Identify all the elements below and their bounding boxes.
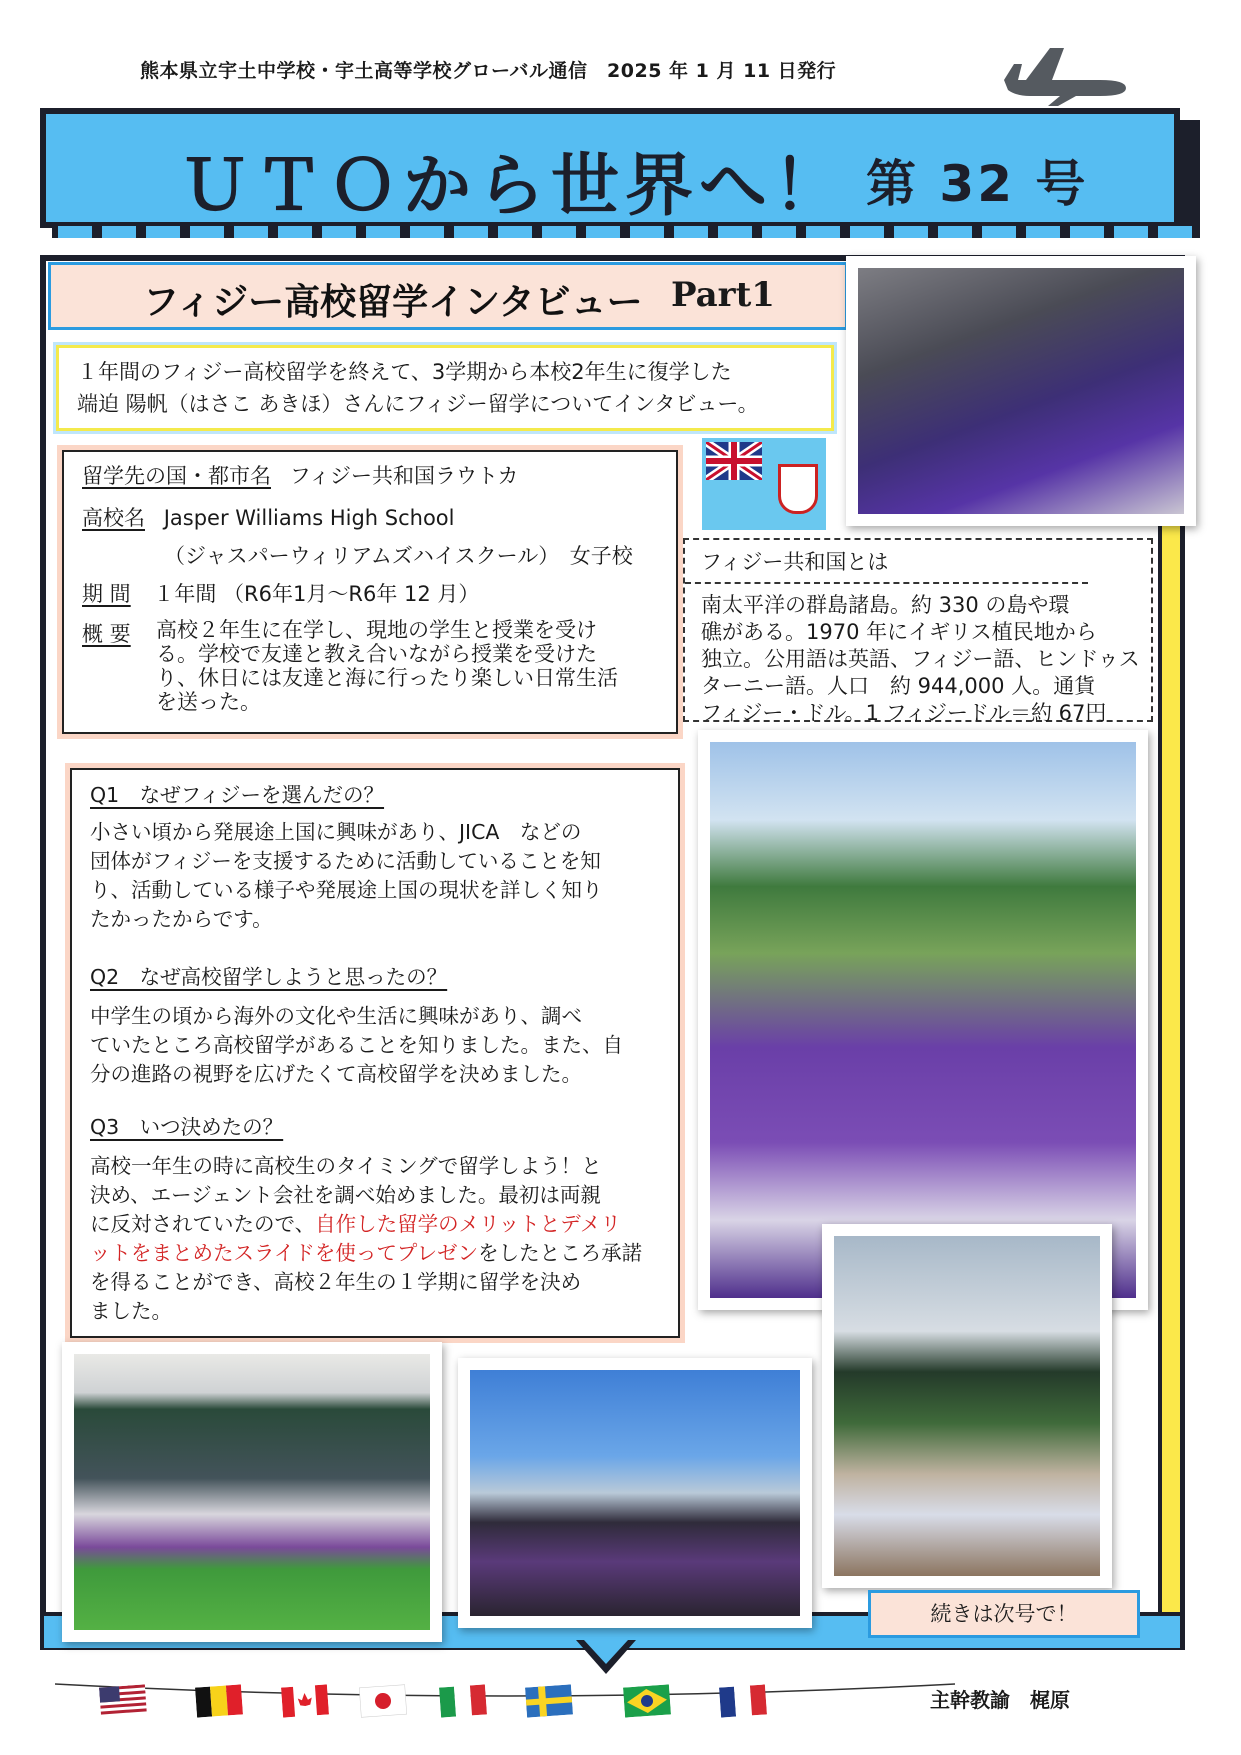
japan-flag-icon (359, 1684, 407, 1717)
answer-1: 小さい頃から発展途上国に興味があり、JICA などの 団体がフィジーを支援するために活動していることを知 り、活動している様子や発展途上国の現状を詳しく知り たかったからです。 (90, 820, 603, 931)
continue-note: 続きは次号で！ (868, 1590, 1140, 1638)
photo-group-schoolyard (698, 730, 1148, 1310)
newsletter-title: ＵＴＯから世界へ！ (181, 147, 848, 226)
period-label: 期 間 (82, 582, 131, 606)
fiji-shield-icon (778, 464, 818, 514)
profile-period-row (82, 578, 479, 608)
school-label: 高校名 (82, 506, 145, 530)
frame-right-strip (1158, 515, 1180, 1635)
country-label: 留学先の国・都市名 (82, 464, 271, 488)
intro-box (56, 345, 834, 431)
belgium-flag-icon (195, 1684, 243, 1717)
union-jack-icon (706, 442, 762, 480)
bunting-string (55, 1678, 955, 1718)
question-2: Q2 なぜ高校留学しようと思ったの？ (90, 965, 448, 989)
photo-beach-sunset (458, 1358, 812, 1628)
section-title: フィジー高校留学インタビュー (143, 282, 643, 323)
photo-selfie-friends (846, 256, 1196, 526)
airplane-icon (1000, 40, 1130, 106)
profile-country-row (82, 460, 518, 490)
question-3: Q3 いつ決めたの？ (90, 1115, 284, 1139)
intro-line: １年間のフィジー高校留学を終えて、3学期から本校2年生に復学した (77, 360, 732, 384)
profile-box (62, 450, 678, 734)
issue-number: 第 32 号 (866, 155, 1089, 213)
profile-school-row (82, 502, 455, 532)
photo-team-field (62, 1342, 442, 1642)
usa-flag-icon (99, 1684, 147, 1717)
publication-line: 熊本県立宇土中学校・宇土高等学校グローバル通信 2025 年 1 月 11 日発行 (140, 60, 837, 82)
italy-flag-icon (439, 1684, 487, 1717)
highlight-text: ットをまとめたスライドを使ってプレゼン (90, 1241, 479, 1265)
teacher-credit: 主幹教諭 梶原 (930, 1688, 1070, 1712)
school-kana: （ジャスパーウィリアムズハイスクール） 女子校 (164, 544, 633, 568)
section-title-box (48, 262, 848, 330)
highlight-text: 自作した留学のメリットとデメリ (315, 1212, 621, 1236)
answer-3: 高校一年生の時に高校生のタイミングで留学しよう！と 決め、エージェント会社を調べ始めました。最初は両親 に反対されていたので、自作した留学のメリットとデメリ ットをまとめたスライドを使ってプレゼンをしたところ承諾 を得ることができ、高校２年生の１学期に留学を決め ました。 (90, 1154, 643, 1323)
answer-2: 中学生の頃から海外の文化や生活に興味があり、調べ ていたところ高校留学があることを知りました。また、自 分の進路の視野を広げたくて高校留学を決めました。 (90, 1004, 623, 1086)
question-1: Q1 なぜフィジーを選んだの？ (90, 783, 385, 807)
summary-label: 概 要 (82, 622, 131, 646)
fiji-flag-icon (702, 438, 826, 530)
france-flag-icon (719, 1684, 767, 1717)
brazil-flag-icon (623, 1684, 671, 1717)
fiji-info-body: 南太平洋の群島諸島。約 330 の島や環 礁がある。1970 年にイギリス植民地から 独立。公用語は英語、フィジー語、ヒンドゥス ターニー語。人口 約 944,000 人。通貨 フィジー・ドル。1 フィジードル＝約 67円 (701, 593, 1140, 725)
banner-dash-border (58, 226, 1196, 238)
fiji-info-heading: フィジー共和国とは (701, 546, 888, 576)
sweden-flag-icon (525, 1684, 573, 1717)
intro-line: 端迫 陽帆（はさこ あきほ）さんにフィジー留学についてインタビュー。 (77, 392, 759, 416)
title-banner (40, 108, 1180, 228)
fiji-info-box (683, 538, 1153, 725)
frame-notch-inner (584, 1640, 628, 1664)
photo-seaside-selfie (822, 1224, 1112, 1588)
qa-box (70, 768, 680, 1338)
country-value: フィジー共和国ラウトカ (289, 464, 519, 488)
summary-text: 高校２年生に在学し、現地の学生と授業を受け る。学校で友達と教え合いながら授業を受けた り、休日には友達と海に行ったり楽しい日常生活 を送った。 (156, 618, 618, 714)
period-value: １年間 （R6年1月～R6年 12 月） (153, 582, 480, 606)
section-part: Part1 (671, 275, 775, 315)
canada-flag-icon (281, 1684, 329, 1717)
school-value: Jasper Williams High School (163, 506, 455, 530)
